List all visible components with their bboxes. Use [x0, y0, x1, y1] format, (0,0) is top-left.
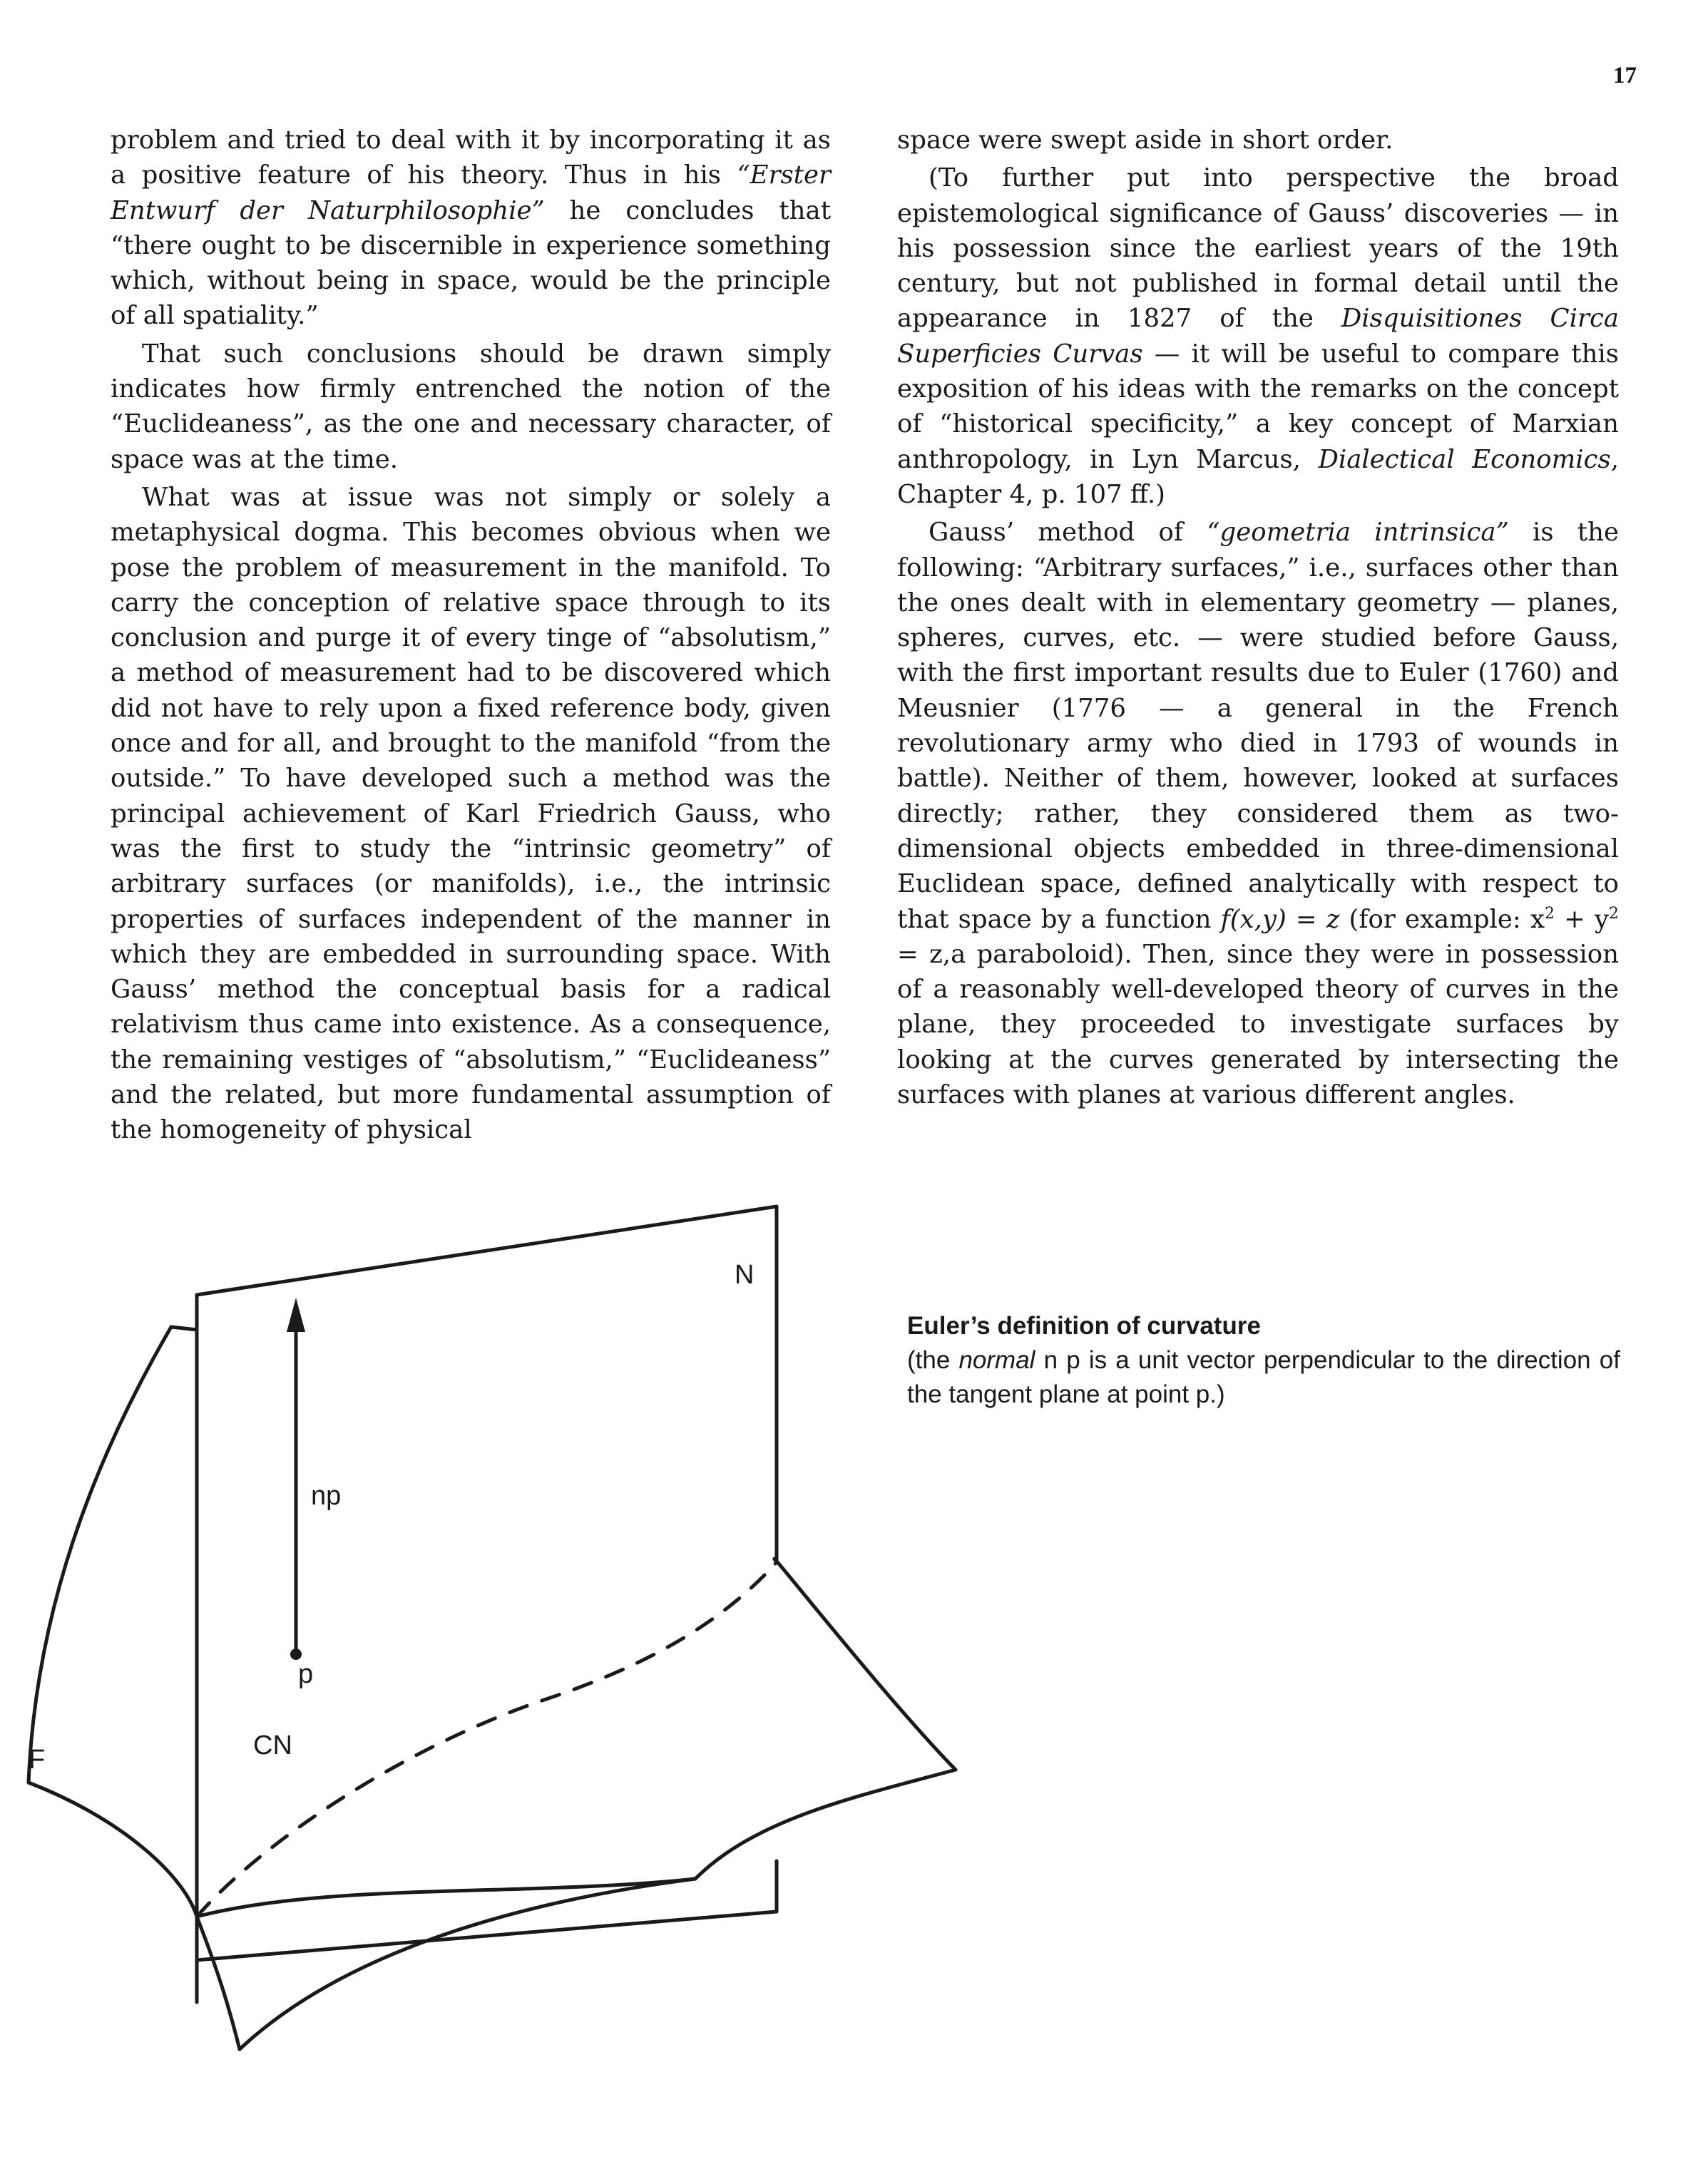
text-run: = z,a paraboloid). Then, since they were in possession of a reasonably well-developed theory of curves in the plane, they proceeded to investigate surfaces by looking at the curves generated by intersecting the surfaces with planes at various different angles. — [897, 939, 1619, 1110]
text-run: problem and tried to deal with it by incorporating it as a positive feature of his theory. Thus in his — [111, 125, 831, 190]
label-p: p — [298, 1659, 314, 1689]
left-column — [111, 123, 831, 1148]
surface-top-edge — [171, 1327, 197, 1330]
text-run: is the following: “Arbitrary surfaces,” i.e., surfaces other than the ones dealt with in elementary geometry — planes, spheres, curves, etc. — were studied before Gauss, with the first important results due to Euler (1760) and Meusnier (1776 — a general in the French revolutionary army who died in 1793 of wounds in battle). Neither of them, however, looked at surfaces directly; rather, they considered them as two-dimensional objects embedded in three-dimensional Euclidean space, defined analytically with respect to that space by a function — [897, 518, 1620, 934]
italic-title: Disquisitiones Circa Superficies Curvas — [897, 304, 1619, 369]
label-CN: CN — [253, 1731, 292, 1760]
label-F: F — [29, 1745, 46, 1775]
text-run: (for example: x — [1339, 904, 1545, 934]
italic-title: Dialectical Economics — [1318, 444, 1611, 474]
text-run: (To further put into perspective the broad epistemological significance of Gauss’ discoveries — in his possession since the earliest years of the 19th century, but not published in formal detail until the appearance in 1827 of the — [897, 163, 1619, 334]
point-p-dot — [290, 1649, 302, 1660]
function-notation: f(x,y) = z — [1220, 904, 1340, 934]
figure-caption — [907, 1309, 1620, 1412]
italic-term: “geometria intrinsica” — [1207, 518, 1509, 548]
normal-vector-arrowhead — [287, 1298, 305, 1332]
curvature-diagram — [18, 1198, 973, 2153]
text-run: — it will be useful to compare this exposition of his ideas with the remarks on the concept of “historical specificity,” a key concept of Marxian anthropology, in Lyn Marcus, — [897, 339, 1619, 474]
text-run: + y — [1555, 904, 1609, 934]
curvature-figure — [18, 1198, 973, 2153]
caption-body — [907, 1343, 1620, 1412]
right-paragraph-3 — [897, 515, 1619, 1112]
label-N: N — [735, 1260, 755, 1290]
right-paragraph-2 — [897, 160, 1619, 512]
normal-plane-bottom — [197, 1861, 777, 2002]
italic-title: “Erster Entwurf der Naturphilosophie” — [111, 160, 831, 225]
label-np: np — [311, 1481, 342, 1511]
surface-right-edge — [774, 1559, 956, 1770]
right-column — [897, 123, 1619, 1112]
caption-title: Euler’s definition of curvature — [907, 1312, 1261, 1340]
normal-plane-outline — [197, 1206, 777, 2002]
left-paragraph-1 — [111, 123, 831, 334]
italic-term: normal — [958, 1346, 1035, 1374]
surface-right-lower-edge — [695, 1770, 956, 1879]
left-paragraph-2: That such conclusions should be drawn simply indicates how firmly entrenched the notion of the “Euclideaness”, as the one and necessary character, of space was at the time. — [111, 339, 831, 474]
surface-bottom-edge — [240, 1879, 695, 2049]
surface-fold-curve — [197, 1917, 240, 2049]
surface-left-corner-curve — [29, 1783, 197, 1917]
text-run: n p is a unit vector perpendicular to the direction of the tangent plane at point p.) — [907, 1346, 1620, 1408]
text-run: Gauss’ method of — [929, 518, 1207, 548]
left-paragraph-3: What was at issue was not simply or solely a metaphysical dogma. This becomes obvious when we pose the problem of measurement in the manifold. To carry the conception of relative space through to its conclusion and purge it of every tinge of “absolutism,” a method of measurement had to be discovered which did not have to rely upon a fixed reference body, given once and for all, and brought to the manifold “from the outside.” To have developed such a method was the principal achievement of Karl Friedrich Gauss, who was the first to study the “intrinsic geometry” of arbitrary surfaces (or manifolds), i.e., the intrinsic properties of surfaces independent of the manner in which they are embedded in surrounding space. With Gauss’ method the conceptual basis for a radical relativism thus came into existence. As a consequence, the remaining vestiges of “absolutism,” “Euclideaness” and the related, but more fundamental assumption of the homogeneity of physical — [111, 482, 831, 1145]
superscript: 2 — [1609, 904, 1619, 923]
right-paragraph-1: space were swept aside in short order. — [897, 125, 1393, 155]
text-run: , Chapter 4, p. 107 ff.) — [897, 444, 1619, 509]
text-run: (the — [907, 1346, 959, 1374]
superscript: 2 — [1545, 904, 1555, 923]
surface-left-edge — [29, 1327, 171, 1783]
surface-front-edge — [197, 1879, 695, 1917]
page-number: 17 — [1613, 63, 1637, 88]
text-run: he concludes that “there ought to be discernible in experience something which, without being in space, would be the principle of all spatiality.” — [111, 195, 831, 331]
